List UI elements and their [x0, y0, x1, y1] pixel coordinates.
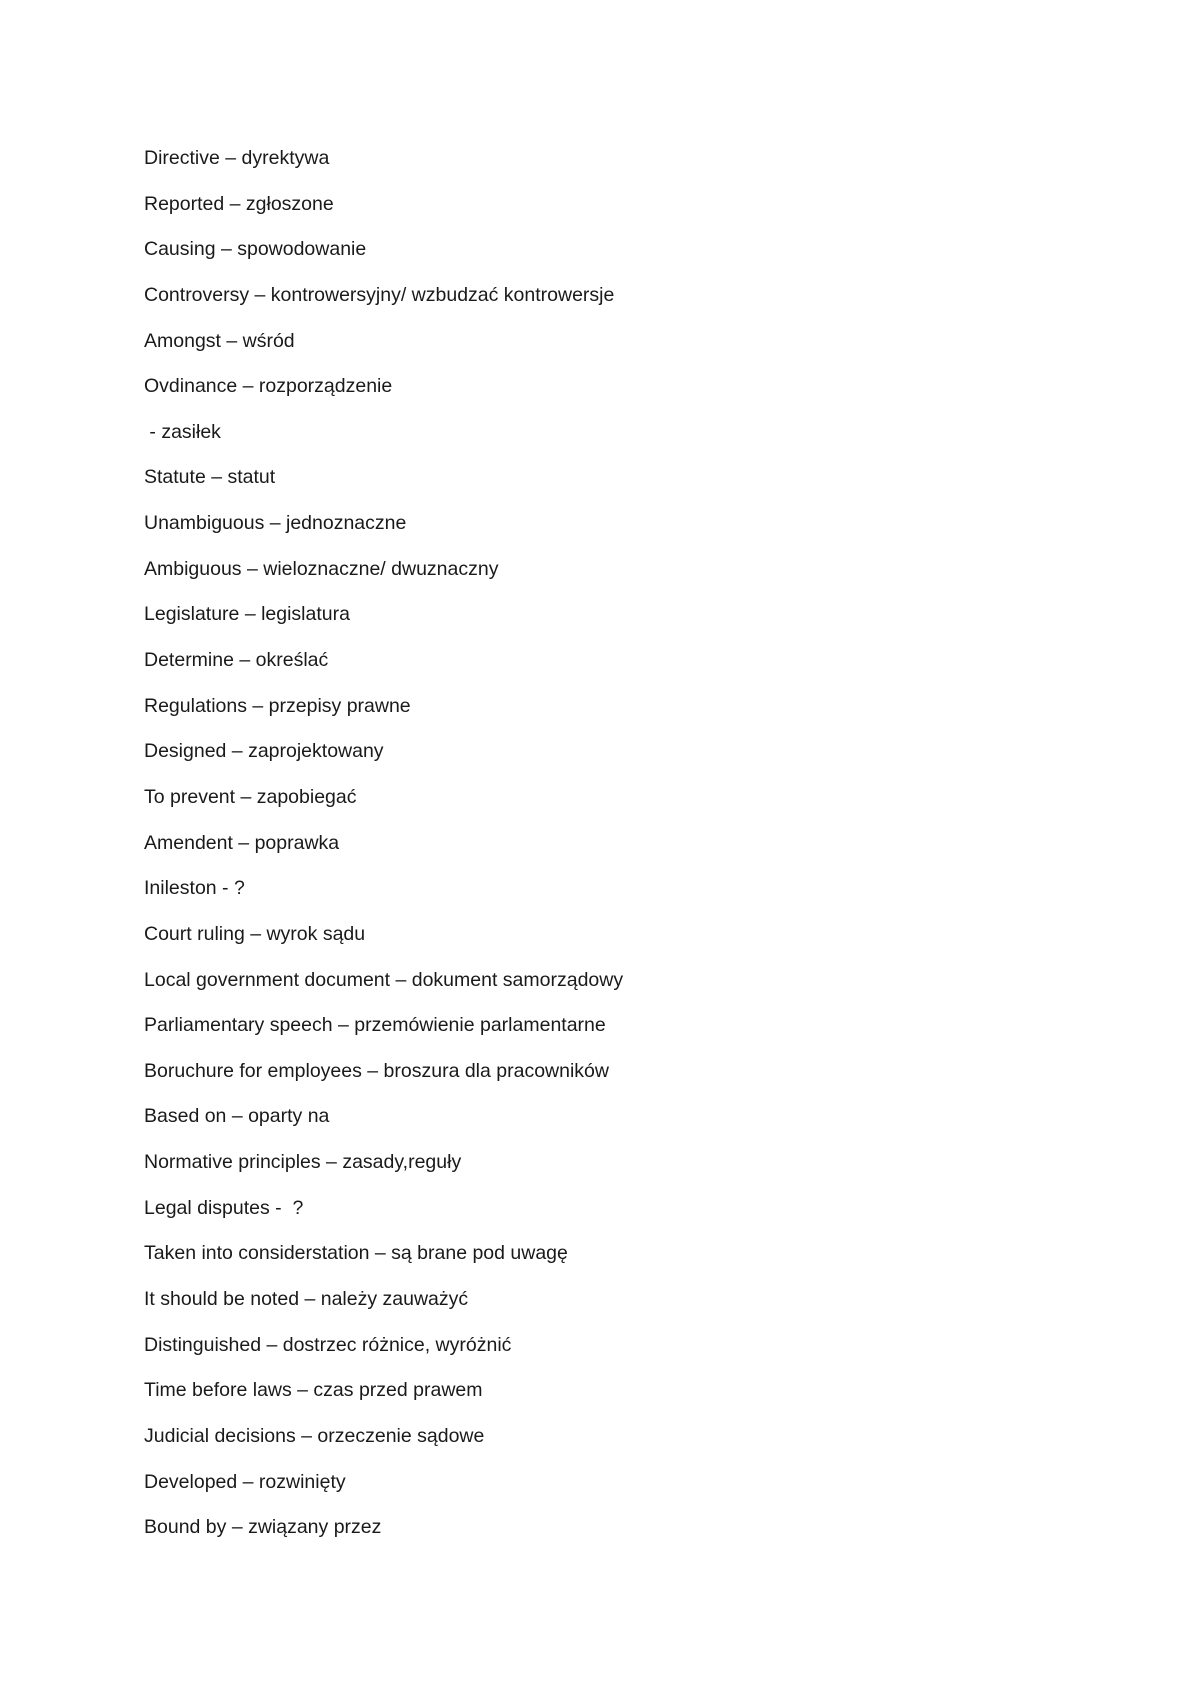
vocab-line: Unambiguous – jednoznaczne: [144, 512, 407, 535]
vocab-line: Directive – dyrektywa: [144, 147, 330, 169]
vocab-line: - zasiłek: [144, 420, 221, 443]
vocab-line: Local government document – dokument samorządowy: [144, 968, 624, 991]
vocab-line: Inileston - ?: [144, 877, 245, 900]
vocab-line: Ambiguous – wieloznaczne/ dwuznaczny: [144, 557, 499, 580]
vocab-line: Legislature – legislatura: [144, 603, 350, 626]
vocab-line: Causing – spowodowanie: [144, 238, 367, 261]
vocab-line: Based on – oparty na: [144, 1105, 330, 1128]
vocab-line: Legal disputes - ?: [144, 1196, 304, 1219]
vocab-line: Amendent – poprawka: [144, 831, 340, 854]
vocab-line: Court ruling – wyrok sądu: [144, 922, 366, 945]
vocab-line: Taken into considerstation – są brane pod uwagę: [144, 1242, 568, 1265]
vocab-line: Bound by – związany przez: [144, 1516, 382, 1539]
vocab-line: Reported – zgłoszone: [144, 192, 334, 215]
vocabulary-list: [144, 143, 623, 1558]
vocab-line: Parliamentary speech – przemówienie parlamentarne: [144, 1014, 606, 1037]
vocab-line: Controversy – kontrowersyjny/ wzbudzać kontrowersje: [144, 283, 615, 306]
vocab-line: Determine – określać: [144, 649, 329, 672]
vocab-line: Ovdinance – rozporządzenie: [144, 375, 393, 398]
vocab-line: It should be noted – należy zauważyć: [144, 1288, 469, 1311]
vocab-line: Regulations – przepisy prawne: [144, 694, 411, 717]
vocab-line: Distinguished – dostrzec różnice, wyróżnić: [144, 1333, 512, 1356]
vocab-line: To prevent – zapobiegać: [144, 785, 357, 808]
vocab-line: Boruchure for employees – broszura dla pracowników: [144, 1059, 609, 1082]
vocab-line: Designed – zaprojektowany: [144, 740, 384, 763]
vocab-line: Amongst – wśród: [144, 329, 295, 352]
vocab-line: Judicial decisions – orzeczenie sądowe: [144, 1424, 485, 1447]
vocab-line: Normative principles – zasady,reguły: [144, 1151, 462, 1174]
vocab-line: Time before laws – czas przed prawem: [144, 1379, 483, 1402]
vocab-line: Developed – rozwinięty: [144, 1470, 346, 1493]
vocab-line: Statute – statut: [144, 466, 276, 489]
